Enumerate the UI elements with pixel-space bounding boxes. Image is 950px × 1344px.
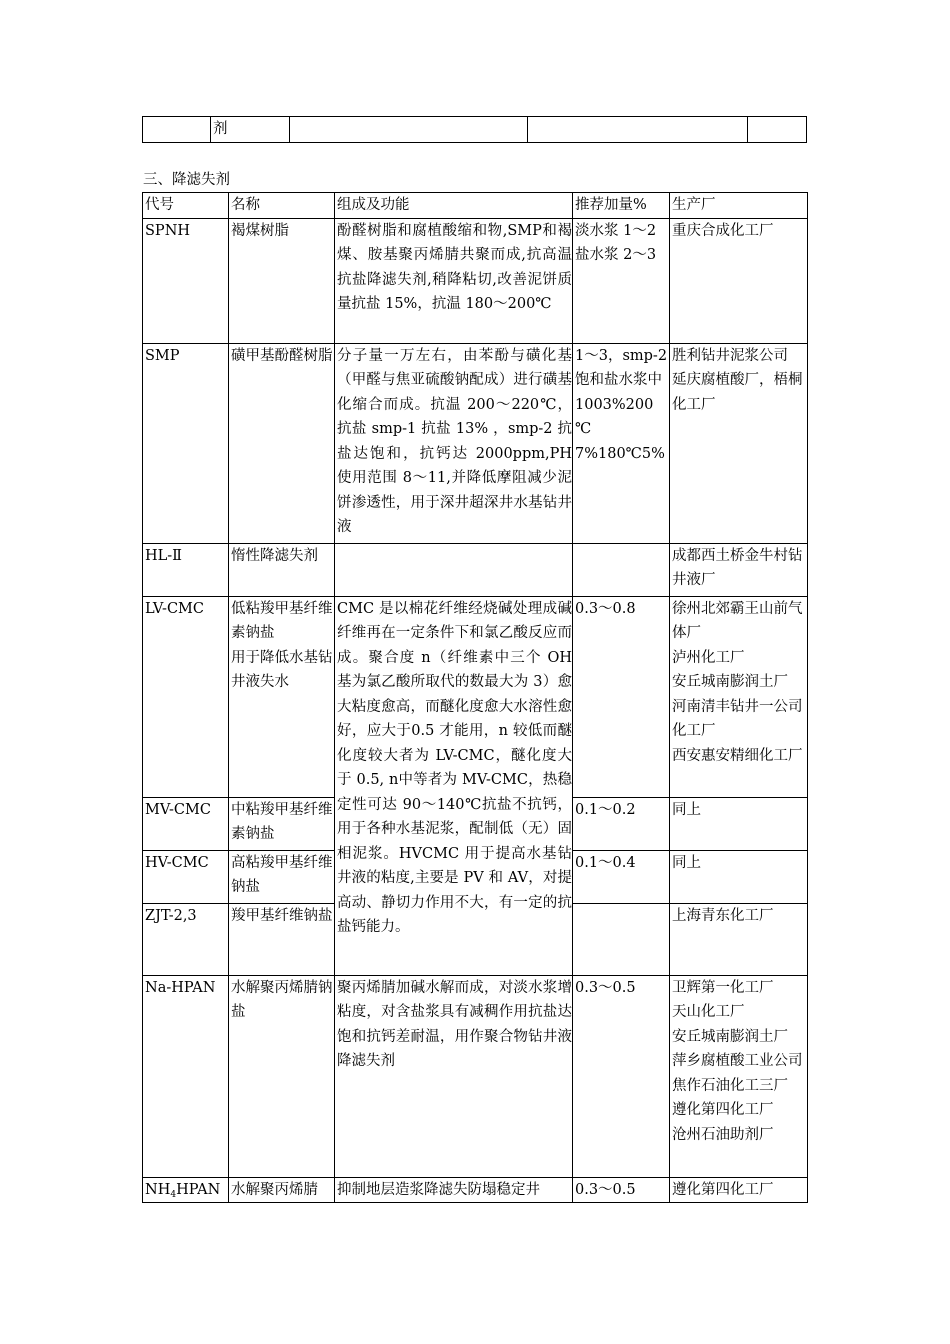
table-cell: 剂 xyxy=(211,117,290,143)
dosage-cell: 0.3～0.5 xyxy=(573,1177,670,1203)
function-cell: 抑制地层造浆降滤失防塌稳定井 xyxy=(335,1177,573,1203)
maker-cell: 重庆合成化工厂 xyxy=(670,218,808,343)
maker-cell: 遵化第四化工厂 xyxy=(670,1177,808,1203)
name-cell: 水解聚丙烯腈 xyxy=(229,1177,335,1203)
dosage-cell: 0.3～0.5 xyxy=(573,975,670,1177)
name-cell: 高粘羧甲基纤维钠盐 xyxy=(229,850,335,903)
dosage-cell: 0.1～0.2 xyxy=(573,797,670,850)
dosage-cell: 淡水浆 1～2 盐水浆 2～3 xyxy=(573,218,670,343)
function-cell: 分子量一万左右，由苯酚与磺化基（甲醛与焦亚硫酸钠配成）进行磺基化缩合而成。抗温 200～220℃，抗盐 smp-1 抗盐 13% ，smp-2 抗盐达饱和，抗钙达 2000ppm,PH 使用范围 8～11,并降低摩阻减少泥饼渗透性，用于深井超深井水基钻井液 xyxy=(335,343,573,543)
code-cell: SMP xyxy=(143,343,229,543)
name-cell: 褐煤树脂 xyxy=(229,218,335,343)
code-main: NH xyxy=(145,1181,171,1198)
dosage-cell: 0.1～0.4 xyxy=(573,850,670,903)
header-function: 组成及功能 xyxy=(335,193,573,219)
name-cell: 磺甲基酚醛树脂 xyxy=(229,343,335,543)
header-maker: 生产厂 xyxy=(670,193,808,219)
table-row xyxy=(143,596,808,797)
name-cell: 中粘羧甲基纤维素钠盐 xyxy=(229,797,335,850)
table-cell xyxy=(290,117,528,143)
maker-cell: 徐州北郊霸王山前气体厂 泸州化工厂 安丘城南膨润土厂 河南清丰钻井一公司化工厂 西安惠安精细化工厂 xyxy=(670,596,808,797)
maker-cell: 卫辉第一化工厂 天山化工厂 安丘城南膨润土厂 萍乡腐植酸工业公司 焦作石油化工三厂 遵化第四化工厂 沧州石油助剂厂 xyxy=(670,975,808,1177)
header-name: 名称 xyxy=(229,193,335,219)
table-row xyxy=(143,117,807,143)
table-row xyxy=(143,343,808,543)
name-cell: 低粘羧甲基纤维素钠盐 用于降低水基钻井液失水 xyxy=(229,596,335,797)
code-subscript: 4 xyxy=(170,1189,177,1200)
table-row xyxy=(143,218,808,343)
table-row xyxy=(143,543,808,596)
header-dosage: 推荐加量% xyxy=(573,193,670,219)
table-cell xyxy=(528,117,748,143)
dosage-cell xyxy=(573,903,670,975)
table-cell xyxy=(143,117,211,143)
code-cell: ZJT-2,3 xyxy=(143,903,229,975)
maker-cell: 同上 xyxy=(670,850,808,903)
dosage-cell: 1～3，smp-2饱和盐水浆中 1003%200 ℃ 7%180℃5% xyxy=(573,343,670,543)
name-cell: 水解聚丙烯腈钠盐 xyxy=(229,975,335,1177)
table-cell xyxy=(748,117,807,143)
code-cell: HV-CMC xyxy=(143,850,229,903)
maker-cell: 胜利钻井泥浆公司 延庆腐植酸厂，梧桐化工厂 xyxy=(670,343,808,543)
code-cell: Na-HPAN xyxy=(143,975,229,1177)
fluid-loss-agent-table xyxy=(142,192,808,1203)
code-tail: HPAN xyxy=(176,1181,221,1198)
header-code: 代号 xyxy=(143,193,229,219)
dosage-cell xyxy=(573,543,670,596)
function-cell: CMC 是以棉花纤维经烧碱处理成碱纤维再在一定条件下和氯乙酸反应而成。聚合度 n（纤维素中三个 OH 基为氯乙酸所取代的数最大为 3）愈大粘度愈高，而醚化度愈大水溶性愈好，应大于0.5 才能用，n 较低而醚化度较大者为 LV-CMC，醚化度大于 0.5, n中等者为 MV-CMC，热稳定性可达 90～140℃抗盐不抗钙，用于各种水基泥浆，配制低（无）固相泥浆。HVCMC 用于提高水基钻井液的粘度,主要是 PV 和 AV，对提高动、静切力作用不大，有一定的抗盐钙能力。 xyxy=(335,596,573,975)
code-cell: HL-Ⅱ xyxy=(143,543,229,596)
function-cell: 聚丙烯腈加碱水解而成，对淡水浆增粘度，对含盐浆具有减稠作用抗盐达饱和抗钙差耐温，用作聚合物钻井液降滤失剂 xyxy=(335,975,573,1177)
previous-table-fragment xyxy=(142,116,807,143)
table-row xyxy=(143,1177,808,1203)
function-cell xyxy=(335,543,573,596)
section-title: 三、降滤失剂 xyxy=(143,172,230,188)
maker-cell: 同上 xyxy=(670,797,808,850)
table-row xyxy=(143,975,808,1177)
code-cell: LV-CMC xyxy=(143,596,229,797)
code-cell: SPNH xyxy=(143,218,229,343)
maker-cell: 成都西土桥金牛村钻井液厂 xyxy=(670,543,808,596)
code-cell: MV-CMC xyxy=(143,797,229,850)
table-header-row xyxy=(143,193,808,219)
function-cell: 酚醛树脂和腐植酸缩和物,SMP和褐煤、胺基聚丙烯腈共聚而成,抗高温抗盐降滤失剂,稍降粘切,改善泥饼质量抗盐 15%，抗温 180～200℃ xyxy=(335,218,573,343)
dosage-cell: 0.3～0.8 xyxy=(573,596,670,797)
name-cell: 惰性降滤失剂 xyxy=(229,543,335,596)
code-cell xyxy=(143,1177,229,1203)
name-cell: 羧甲基纤维钠盐 xyxy=(229,903,335,975)
maker-cell: 上海青东化工厂 xyxy=(670,903,808,975)
